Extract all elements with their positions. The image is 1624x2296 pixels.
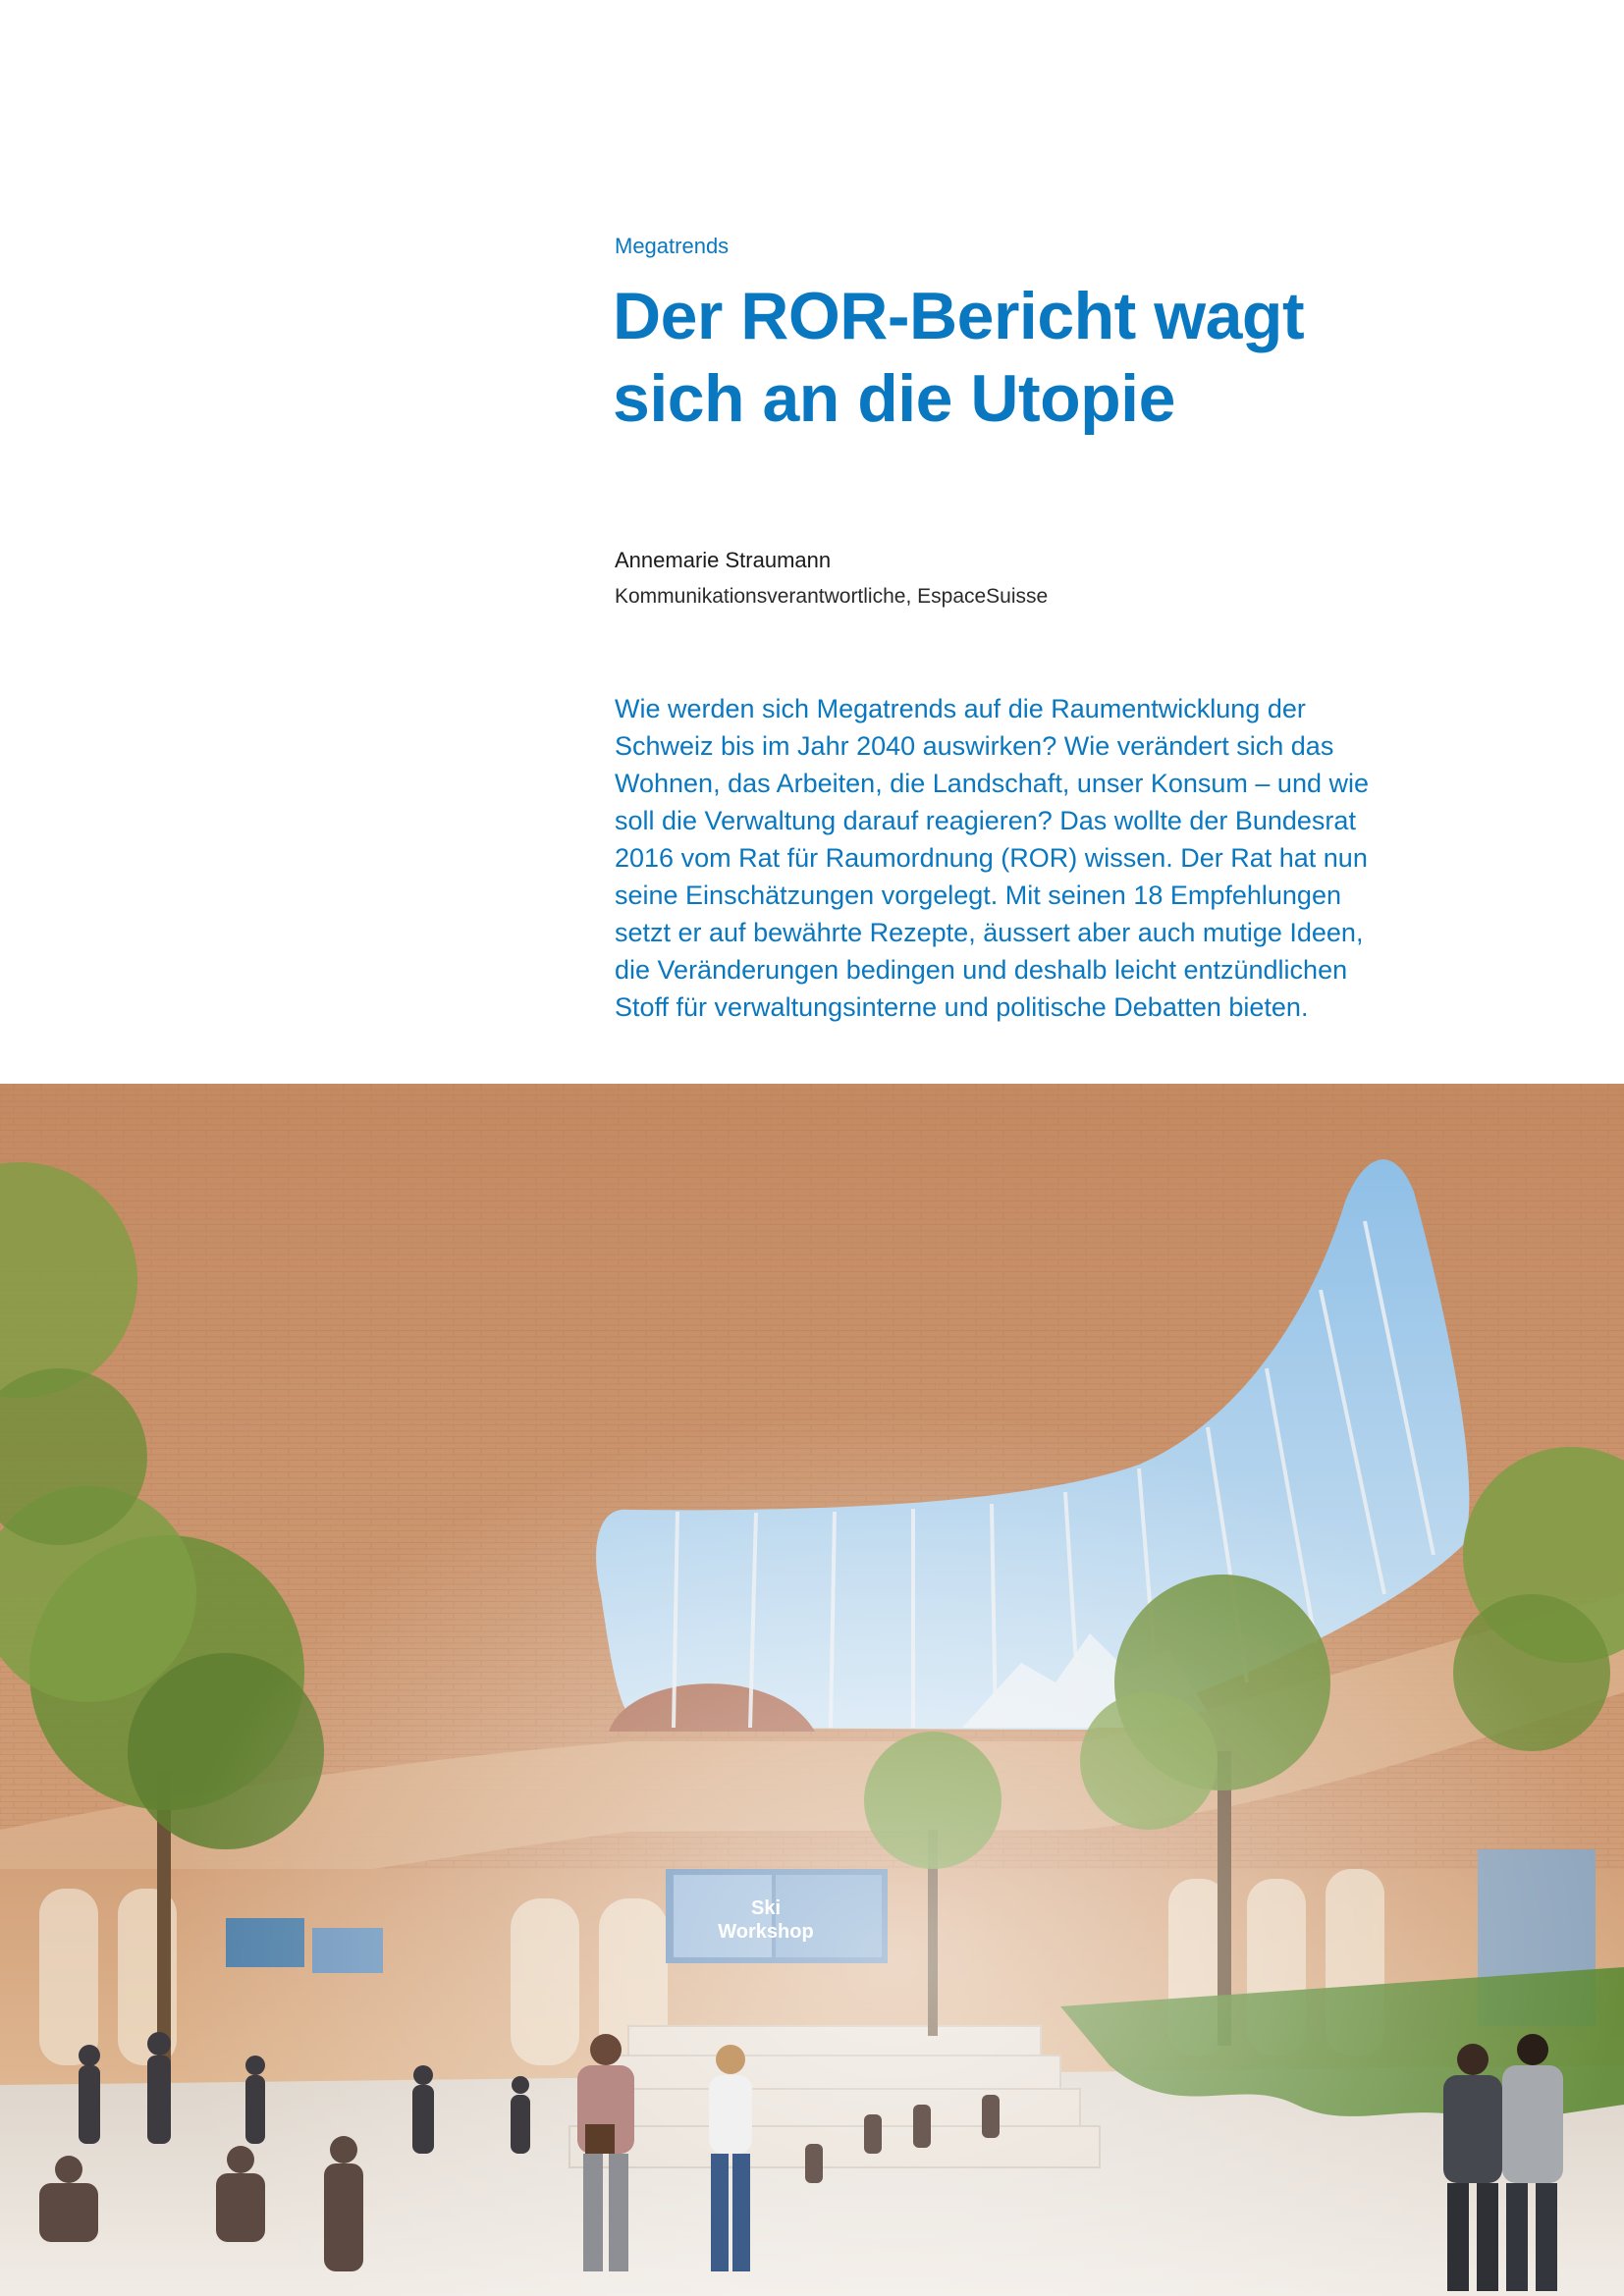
lead-paragraph <box>615 690 1538 1026</box>
article-title-line-1: Der ROR-Bericht wagt <box>613 279 1305 353</box>
author-name: Annemarie Straumann <box>615 548 832 572</box>
lead-line: Wohnen, das Arbeiten, die Landschaft, unser Konsum – und wie <box>615 769 1369 798</box>
lead-line: Schweiz bis im Jahr 2040 auswirken? Wie verändert sich das <box>615 731 1334 761</box>
lead-line: soll die Verwaltung darauf reagieren? Das wollte der Bundesrat <box>615 806 1356 835</box>
hero-illustration <box>0 1084 1624 2296</box>
lead-line: Wie werden sich Megatrends auf die Raumentwicklung der <box>615 694 1306 723</box>
article-title <box>613 275 1496 440</box>
lead-line: die Veränderungen bedingen und deshalb leicht entzündlichen <box>615 955 1348 985</box>
author-role: Kommunikationsverantwortliche, EspaceSuisse <box>615 585 1049 608</box>
lead-line: Stoff für verwaltungsinterne und politische Debatten bieten. <box>615 992 1309 1022</box>
lead-line: 2016 vom Rat für Raumordnung (ROR) wissen. Der Rat hat nun <box>615 843 1368 873</box>
lead-line: setzt er auf bewährte Rezepte, äussert aber auch mutige Ideen, <box>615 918 1364 947</box>
section-kicker: Megatrends <box>615 234 730 258</box>
hall-rendering <box>0 1084 1624 2296</box>
lead-line: seine Einschätzungen vorgelegt. Mit seinen 18 Empfehlungen <box>615 881 1341 910</box>
article-title-line-2: sich an die Utopie <box>613 361 1175 436</box>
